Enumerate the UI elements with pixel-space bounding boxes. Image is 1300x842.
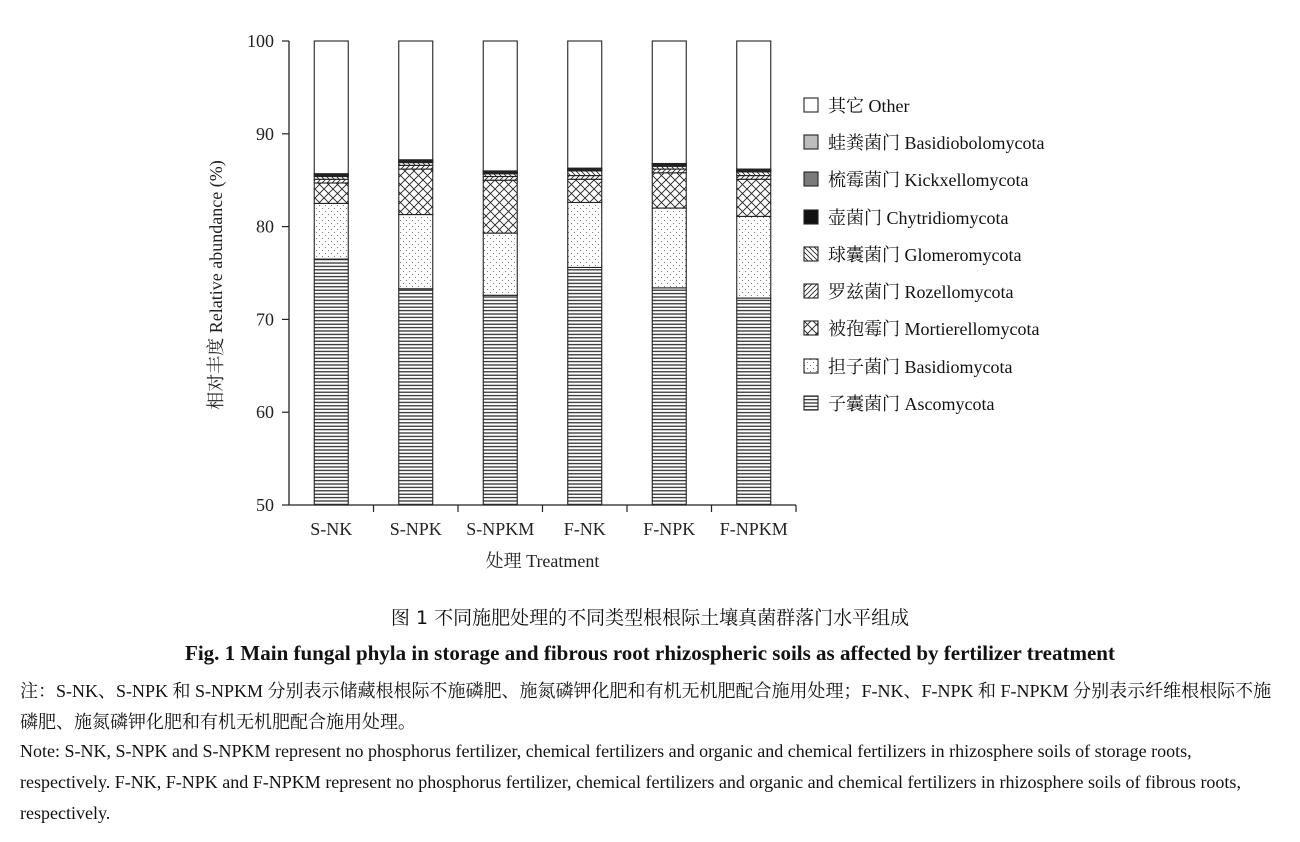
bar-segment <box>399 169 433 214</box>
bar-segment <box>314 203 348 259</box>
bar-segment <box>568 171 602 176</box>
legend-item <box>803 86 1044 123</box>
legend-swatch <box>803 358 819 374</box>
legend-item <box>803 198 1044 235</box>
legend-label: 罗兹菌门 Rozellomycota <box>828 282 1014 303</box>
bar-segment <box>399 41 433 160</box>
legend-swatch <box>803 171 819 187</box>
legend-item <box>803 272 1044 309</box>
legend-item <box>803 384 1044 421</box>
bar-segment <box>568 202 602 267</box>
y-tick-label: 50 <box>256 495 274 515</box>
legend-swatch <box>803 209 819 225</box>
bar-segment <box>399 289 433 505</box>
bar-segment <box>483 41 517 171</box>
legend-swatch <box>803 320 819 336</box>
bar-segment <box>737 41 771 169</box>
bar-segment <box>737 172 771 176</box>
legend-item <box>803 123 1044 160</box>
legend-item <box>803 235 1044 272</box>
bar-segment <box>399 215 433 289</box>
x-tick-label: S-NK <box>310 519 353 539</box>
legend-label: 蛙粪菌门 Basidiobolomycota <box>828 132 1045 153</box>
legend-swatch <box>803 283 819 299</box>
bar-segment <box>652 169 686 173</box>
figure-caption-en: Fig. 1 Main fungal phyla in storage and fibrous root rhizospheric soils as affected by fertilizer treatment <box>185 641 1115 665</box>
legend-label: 子囊菌门 Ascomycota <box>828 394 995 415</box>
legend-item <box>803 161 1044 198</box>
legend-label: 被孢霉门 Mortierellomycota <box>828 319 1040 340</box>
bar-segment <box>483 295 517 505</box>
legend-label: 其它 Other <box>828 95 910 116</box>
legend-swatch <box>803 246 819 262</box>
legend-label: 壶菌门 Chytridiomycota <box>828 207 1009 228</box>
legend-swatch <box>803 97 819 113</box>
bar-segment <box>568 179 602 202</box>
x-tick-label: S-NPK <box>389 519 442 539</box>
bar-segment <box>314 259 348 505</box>
bar-segment <box>652 41 686 163</box>
bar-segment <box>737 298 771 505</box>
bar-segment <box>483 233 517 295</box>
bar-segment <box>652 208 686 288</box>
bar-segment <box>314 41 348 174</box>
legend-item <box>803 347 1044 384</box>
x-tick-label: S-NPKM <box>466 519 535 539</box>
figure-note-en: Note: S-NK, S-NPK and S-NPKM represent no phosphorus fertilizer, chemical fertilizers and organic and chemical fertilizers in rhizosphere soils of storage roots, respectively. F-NK, F-NPK and F-NPKM represent no phosphorus fertilizer, chemical fertilizers and organic and chemical fertilizers in rhizosphere soils of fibrous roots, respectively. <box>20 741 1241 823</box>
legend-label: 担子菌门 Basidiomycota <box>828 356 1013 377</box>
bar-segment <box>314 183 348 203</box>
x-tick-label: F-NPK <box>643 519 696 539</box>
y-tick-label: 100 <box>247 31 274 51</box>
y-tick-label: 80 <box>256 216 274 237</box>
figure-note-cn: 注：S-NK、S-NPK 和 S-NPKM 分别表示储藏根根际不施磷肥、施氮磷钾化肥和有机无机肥配合施用处理；F-NK、F-NPK 和 F-NPKM 分别表示纤维根根际不施磷肥、施氮磷钾化肥和有机无机肥配合施用处理。 <box>20 681 1272 732</box>
x-tick-label: F-NPKM <box>719 519 788 539</box>
bar-segment <box>737 216 771 298</box>
bar-segment <box>652 288 686 505</box>
legend-swatch <box>803 134 819 150</box>
bar-segment <box>399 165 433 169</box>
axes <box>282 41 796 512</box>
legend-swatch <box>803 395 819 411</box>
bar-segment <box>737 179 771 216</box>
bar-segment <box>568 267 602 505</box>
bar-segment <box>483 180 517 233</box>
bar-segment <box>483 176 517 180</box>
chart-legend <box>803 86 1044 422</box>
legend-item <box>803 310 1044 347</box>
x-axis-title: 处理 Treatment <box>485 551 600 571</box>
bar-segment <box>314 179 348 183</box>
legend-label: 梳霉菌门 Kickxellomycota <box>828 170 1029 191</box>
y-axis-title: 相对丰度 Relative abundance (%) <box>206 160 226 410</box>
y-tick-label: 60 <box>256 402 274 423</box>
bars <box>314 41 771 505</box>
figure-caption-cn: 图 1 不同施肥处理的不同类型根根际土壤真菌群落门水平组成 <box>390 607 910 629</box>
y-tick-label: 70 <box>256 309 274 330</box>
y-tick-label: 90 <box>256 123 274 144</box>
bar-segment <box>652 173 686 208</box>
bar-segment <box>568 41 602 168</box>
legend-label: 球囊菌门 Glomeromycota <box>828 244 1022 265</box>
x-tick-label: F-NK <box>563 519 606 539</box>
bar-segment <box>737 176 771 180</box>
bar-segment <box>568 176 602 180</box>
